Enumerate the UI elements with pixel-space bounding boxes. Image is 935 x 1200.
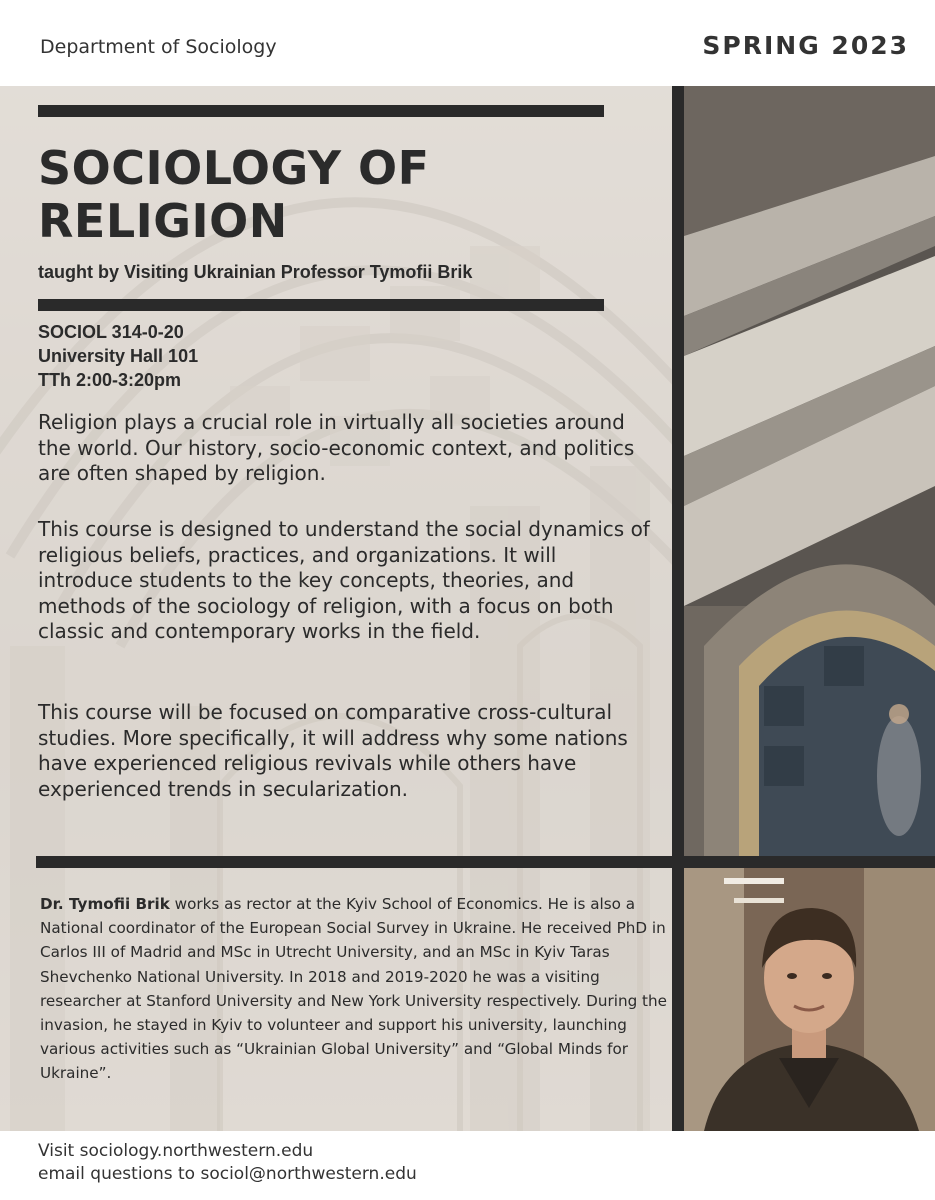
professor-name: Dr. Tymofii Brik xyxy=(40,895,170,913)
footer xyxy=(38,1140,417,1186)
professor-bio xyxy=(40,892,670,1086)
course-location: University Hall 101 xyxy=(38,346,199,366)
title-top-rule xyxy=(38,105,604,117)
architecture-photo xyxy=(684,86,935,856)
description-paragraph: This course is designed to understand the social dynamics of religious beliefs, practices, and organizations. It will introduce students to the key concepts, theories, and methods of the sociology of religion, with a focus on both classic and contemporary works in the field. xyxy=(38,517,650,643)
title-bottom-rule xyxy=(38,299,604,311)
term-label: SPRING 2023 xyxy=(702,31,909,60)
course-schedule: TTh 2:00-3:20pm xyxy=(38,370,182,390)
professor-portrait-photo xyxy=(684,868,935,1131)
description-paragraph: This course will be focused on comparative cross-cultural studies. More specifically, it will address why some nations have experienced religious revivals while others have experienced trends in secularization. xyxy=(38,700,628,801)
description-paragraph: Religion plays a crucial role in virtually all societies around the world. Our history, socio-economic context, and politics are often shaped by religion. xyxy=(38,410,635,485)
horizontal-divider xyxy=(36,856,935,868)
course-title: SOCIOLOGY OF RELIGION xyxy=(38,141,430,248)
course-info xyxy=(38,320,198,392)
department-label: Department of Sociology xyxy=(40,36,277,58)
course-code: SOCIOL 314-0-20 xyxy=(38,322,184,342)
email-link[interactable]: email questions to sociol@northwestern.edu xyxy=(38,1164,417,1184)
vertical-divider xyxy=(672,86,684,1131)
course-subtitle: taught by Visiting Ukrainian Professor Tymofii Brik xyxy=(38,262,473,282)
professor-bio-text: works as rector at the Kyiv School of Economics. He is also a National coordinator of the European Social Survey in Ukraine. He received PhD in Carlos III of Madrid and MSc in Utrecht University, and an MSc in Kyiv Taras Shevchenko National University. In 2018 and 2019-2020 he was a visiting researcher at Stanford University and New York University respectively. During the invasion, he stayed in Kyiv to volunteer and support his university, launching various activities such as “Ukrainian Global University” and “Global Minds for Ukraine”. xyxy=(40,895,667,1083)
website-link[interactable]: Visit sociology.northwestern.edu xyxy=(38,1141,314,1161)
